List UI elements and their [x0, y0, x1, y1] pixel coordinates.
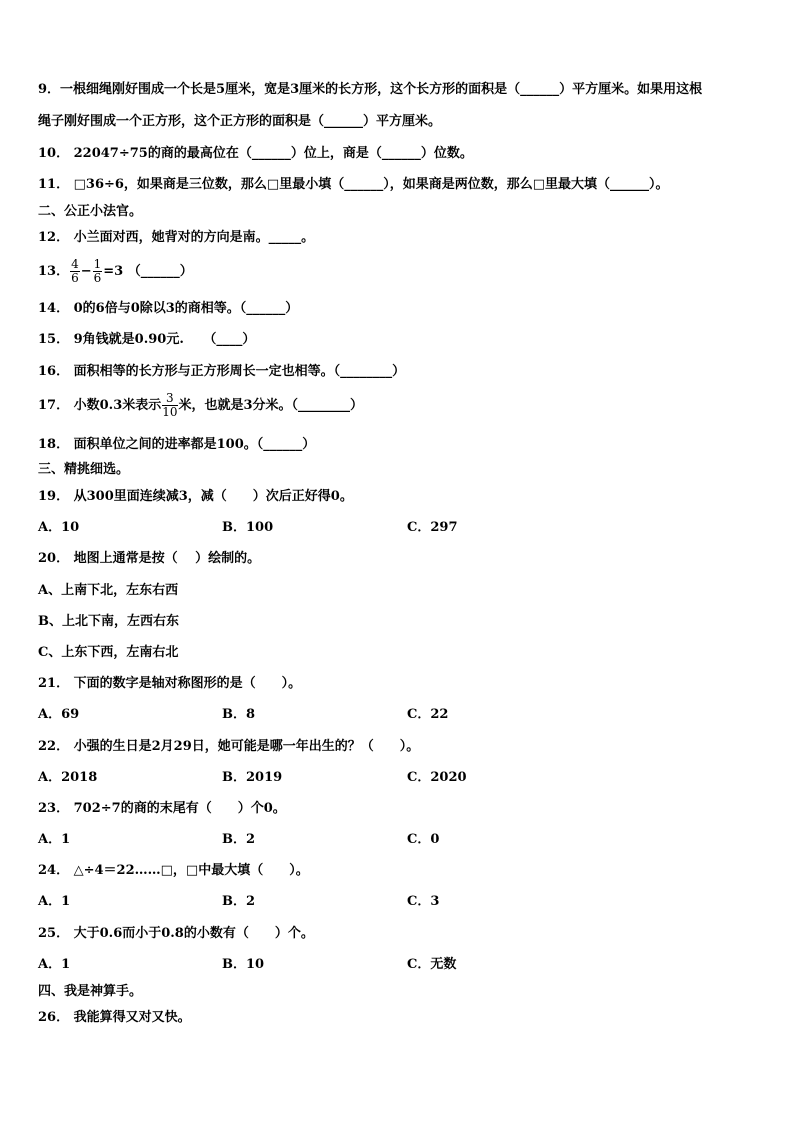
question-12: 12． 小兰面对西，她背对的方向是南。_____。	[38, 230, 315, 245]
fraction-3-10	[162, 392, 177, 419]
question-21-option-a: A．69	[38, 707, 80, 722]
question-24-stem: 24． △÷4＝22……□，□中最大填（ ）。	[38, 863, 309, 878]
question-16: 16． 面积相等的长方形与正方形周长一定也相等。（________）	[38, 364, 406, 379]
question-23-option-a: A．1	[38, 832, 71, 847]
question-25-stem: 25． 大于0.6而小于0.8的小数有（ ）个。	[38, 926, 314, 941]
question-22-stem: 22． 小强的生日是2月29日，她可能是哪一年出生的？（ ）。	[38, 739, 420, 754]
question-21-stem: 21． 下面的数字是轴对称图形的是（ ）。	[38, 676, 302, 691]
minus-sign: −	[80, 264, 92, 279]
question-11: 11． □36÷6，如果商是三位数，那么□里最小填（______），如果商是两位数，那么□里最大填（______）。	[38, 177, 669, 192]
question-20-option-b: B、上北下南，左西右东	[38, 614, 179, 629]
section-4-heading: 四、我是神算手。	[38, 984, 143, 999]
question-15: 15． 9角钱就是0.90元. （____）	[38, 332, 256, 347]
fraction-numerator: 4	[71, 257, 79, 271]
question-17	[38, 392, 363, 419]
question-22-option-b: B．2019	[222, 770, 283, 785]
fraction-1-6	[93, 258, 103, 285]
question-21-option-b: B．8	[222, 707, 256, 722]
question-18: 18． 面积单位之间的进率都是100。（______）	[38, 437, 316, 452]
section-2-heading: 二、公正小法官。	[38, 204, 143, 219]
fraction-denominator: 6	[71, 271, 79, 285]
fraction-denominator: 10	[162, 405, 178, 419]
question-23-option-c: C．0	[407, 832, 440, 847]
fraction-numerator: 3	[162, 392, 177, 406]
question-10: 10． 22047÷75的商的最高位在（______）位上，商是（______）位数。	[38, 146, 473, 161]
question-19-option-b: B．100	[222, 520, 274, 535]
question-23-option-b: B．2	[222, 832, 256, 847]
question-14: 14． 0的6倍与0除以3的商相等。（______）	[38, 301, 299, 316]
fraction-4-6	[70, 258, 80, 285]
fraction-denominator: 6	[93, 271, 102, 285]
question-24-option-a: A．1	[38, 894, 71, 909]
question-13-prefix: 13．	[38, 264, 70, 279]
question-9-line-1: 9．一根细绳刚好围成一个长是5厘米，宽是3厘米的长方形，这个长方形的面积是（______）平方厘米。如果用这根	[38, 82, 703, 97]
question-23-stem: 23． 702÷7的商的末尾有（ ）个0。	[38, 801, 286, 816]
question-17-prefix: 17． 小数0.3米表示	[38, 398, 162, 413]
question-22-option-c: C．2020	[407, 770, 467, 785]
question-25-option-c: C．无数	[407, 957, 457, 972]
question-24-option-b: B．2	[222, 894, 256, 909]
question-22-option-a: A．2018	[38, 770, 98, 785]
question-9-line-2: 绳子刚好围成一个正方形，这个正方形的面积是（______）平方厘米。	[38, 114, 442, 129]
question-20-option-c: C、上东下西，左南右北	[38, 645, 179, 660]
question-19-option-c: C．297	[407, 520, 458, 535]
question-19-stem: 19． 从300里面连续减3，减（ ）次后正好得0。	[38, 489, 353, 504]
question-25-option-b: B．10	[222, 957, 265, 972]
question-26: 26． 我能算得又对又快。	[38, 1010, 191, 1025]
question-13	[38, 258, 193, 285]
section-3-heading: 三、精挑细选。	[38, 462, 130, 477]
fraction-numerator: 1	[93, 257, 102, 271]
question-17-suffix: 米，也就是3分米。（________）	[178, 398, 364, 413]
question-20-stem: 20． 地图上通常是按（ ）绘制的。	[38, 551, 261, 566]
question-13-suffix: =3 （______）	[103, 264, 193, 279]
question-20-option-a: A、上南下北，左东右西	[38, 583, 179, 598]
question-21-option-c: C．22	[407, 707, 449, 722]
question-24-option-c: C．3	[407, 894, 440, 909]
question-19-option-a: A．10	[38, 520, 80, 535]
question-25-option-a: A．1	[38, 957, 71, 972]
